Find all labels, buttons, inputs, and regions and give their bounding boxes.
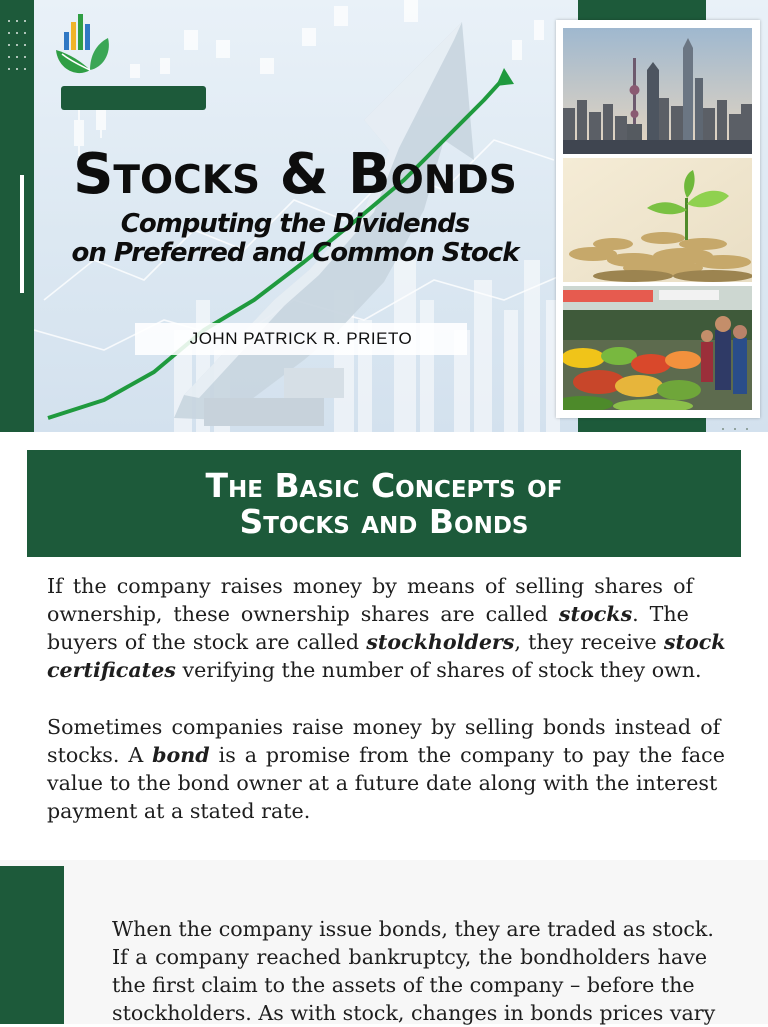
coins-and-sprout-photo — [563, 158, 752, 282]
author-name: JOHN PATRICK R. PRIETO — [135, 323, 467, 355]
title-accent-bar — [61, 86, 206, 110]
paragraph-line — [47, 600, 721, 628]
section-heading-line-2: Stocks and Bonds — [239, 501, 529, 541]
paragraph-line — [47, 656, 721, 684]
text-run: is a promise from the company to pay the face — [209, 743, 725, 767]
paragraph-line: If the company raises money by means of selling shares of — [47, 574, 694, 598]
text-run: . The — [632, 602, 689, 626]
city-skyline-photo — [563, 28, 752, 154]
text-run: ownership, these ownership shares are called — [47, 602, 559, 626]
term-certificates: certificates — [47, 658, 176, 682]
photo-accent-bottom — [578, 418, 706, 432]
term-stock: stock — [663, 630, 726, 654]
lower-accent-band — [0, 866, 64, 1024]
paragraph-line — [47, 628, 726, 656]
paragraph-line: stockholders. As with stock, changes in bonds prices vary — [112, 1001, 716, 1025]
market-stall-photo — [563, 286, 752, 410]
text-run: verifying the number of shares of stock they own. — [175, 658, 702, 682]
paragraph-line: If a company reached bankruptcy, the bondholders have — [112, 945, 708, 969]
cover-title: Stocks & Bonds — [73, 142, 517, 207]
cover-subtitle-line-1: Computing the Dividends — [120, 209, 470, 239]
left-accent-band — [0, 0, 34, 432]
cover-subtitle-line-2: on Preferred and Common Stock — [71, 238, 519, 268]
term-stockholders: stockholders — [366, 630, 515, 654]
paragraph-line: payment at a stated rate. — [47, 799, 311, 823]
photo-accent-top — [578, 0, 706, 20]
section-heading — [27, 450, 741, 557]
photo-collage — [556, 20, 760, 418]
paragraph-line: the first claim to the assets of the company – before the — [112, 973, 695, 997]
growth-logo-icon — [52, 10, 114, 80]
paragraph-bond-definition — [47, 713, 725, 825]
paragraph-stocks-definition — [47, 572, 726, 684]
text-run: buyers of the stock are called — [47, 630, 367, 654]
paragraph-bond-trading — [112, 915, 716, 1027]
cover-hero — [0, 0, 768, 432]
section-heading-line-1: The Basic Concepts of — [205, 465, 563, 505]
paragraph-line: Sometimes companies raise money by selling bonds instead of — [47, 715, 721, 739]
paragraph-line — [47, 741, 725, 769]
cover-subtitle — [30, 210, 560, 268]
paragraph-line: value to the bond owner at a future date along with the interest — [47, 771, 718, 795]
term-bond: bond — [152, 743, 210, 767]
paragraph-line: When the company issue bonds, they are traded as stock. — [112, 917, 714, 941]
term-stocks: stocks — [558, 602, 633, 626]
text-run: stocks. A — [47, 743, 153, 767]
text-run: , they receive — [514, 630, 664, 654]
